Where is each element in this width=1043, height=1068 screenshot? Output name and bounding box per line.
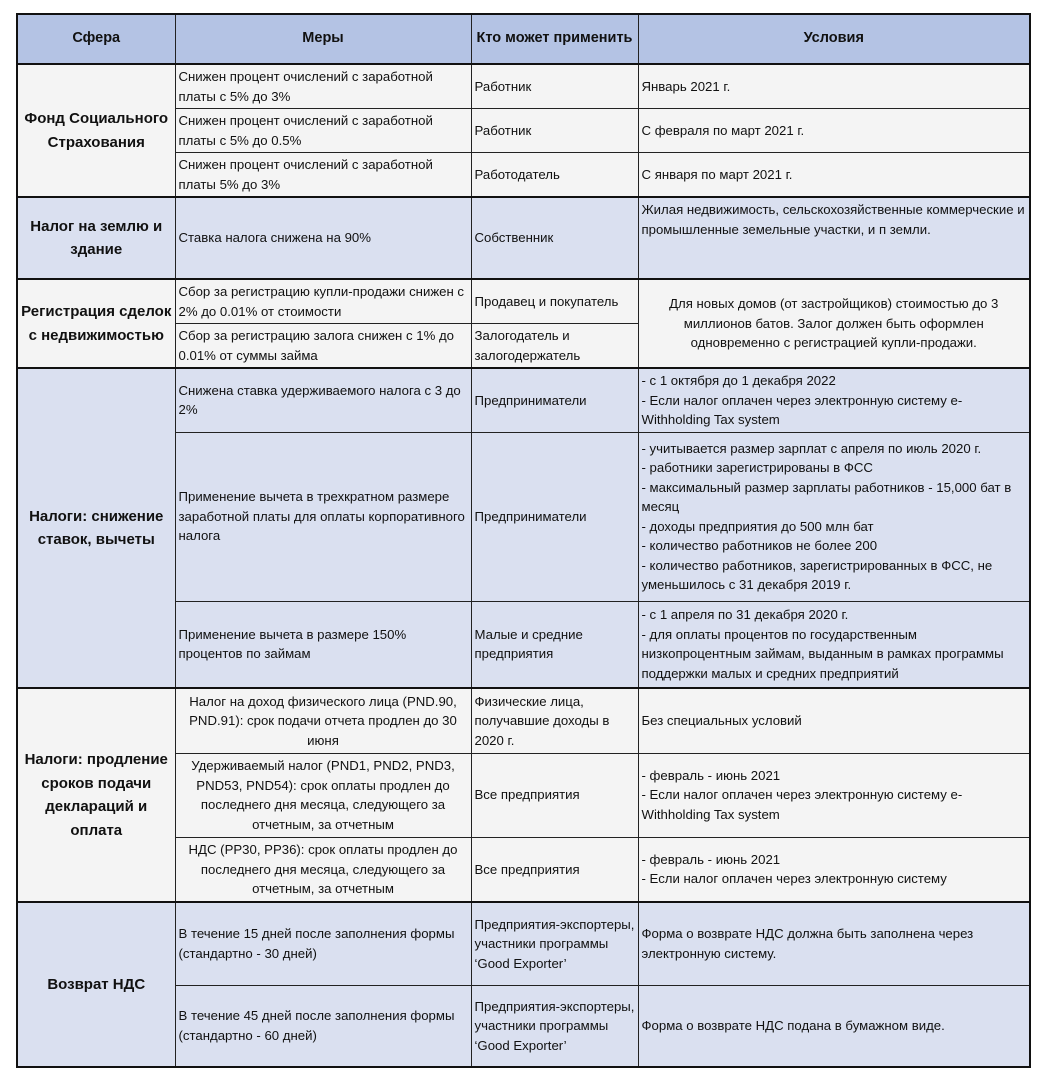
condition-line: Форма о возврате НДС подана в бумажном виде. bbox=[641, 1018, 945, 1033]
condition-line: С января по март 2021 г. bbox=[641, 166, 793, 182]
covid-measures-table bbox=[16, 13, 1031, 1068]
conditions-cell bbox=[638, 368, 1030, 432]
measure-cell: Снижена ставка удерживаемого налога с 3 до 2% bbox=[175, 368, 471, 432]
measure-cell: Снижен процент очислений с заработной платы с 5% до 0.5% bbox=[175, 109, 471, 153]
measure-cell: Применение вычета в размере 150% процентов по займам bbox=[175, 601, 471, 688]
conditions-cell bbox=[638, 197, 1030, 279]
who-cell: Работодатель bbox=[471, 153, 638, 198]
measure-cell: Удерживаемый налог (PND1, PND2, PND3, PND53, PND54): срок оплаты продлен до последнего дня месяца, следующего за отчетным, за отчетным bbox=[175, 753, 471, 837]
condition-line: - количество работников не более 200 bbox=[641, 538, 878, 553]
header-conditions: Условия bbox=[638, 14, 1030, 64]
sphere-fss: Фонд Социального Страхования bbox=[17, 64, 175, 197]
condition-line: - работники зарегистрированы в ФСС bbox=[641, 460, 873, 475]
measure-cell: Сбор за регистрацию купли-продажи снижен с 2% до 0.01% от стоимости bbox=[175, 279, 471, 324]
header-who: Кто может применить bbox=[471, 14, 638, 64]
measure-cell: Снижен процент очислений с заработной платы с 5% до 3% bbox=[175, 64, 471, 109]
measure-cell: В течение 15 дней после заполнения формы (стандартно - 30 дней) bbox=[175, 902, 471, 985]
condition-line: - учитывается размер зарплат с апреля по июль 2020 г. bbox=[641, 440, 982, 456]
measure-cell: Снижен процент очислений с заработной платы 5% до 3% bbox=[175, 153, 471, 198]
condition-line: Жилая недвижимость, сельскохозяйственные коммерческие и промышленные земельные участки, и п земли. bbox=[641, 202, 1025, 237]
measure-cell: НДС (PP30, PP36): срок оплаты продлен до последнего дня месяца, следующего за отчетным, за отчетным bbox=[175, 837, 471, 902]
condition-line: - для оплаты процентов по государственным низкопроцентным займам, выданным в рамках программы поддержки малых и средних предприятий bbox=[641, 626, 1004, 681]
who-cell: Продавец и покупатель bbox=[471, 279, 638, 324]
condition-line: - с 1 октября до 1 декабря 2022 bbox=[641, 373, 836, 388]
who-cell: Собственник bbox=[471, 197, 638, 279]
header-measures: Меры bbox=[175, 14, 471, 64]
conditions-cell bbox=[638, 837, 1030, 902]
condition-line: - количество работников, зарегистрированных в ФСС, не уменьшилось с 31 декабря 2019 г. bbox=[641, 557, 993, 592]
conditions-cell bbox=[638, 753, 1030, 837]
measure-cell: В течение 45 дней после заполнения формы (стандартно - 60 дней) bbox=[175, 985, 471, 1067]
conditions-cell bbox=[638, 902, 1030, 985]
condition-line: Январь 2021 г. bbox=[641, 78, 731, 94]
condition-line: - максимальный размер зарплаты работников - 15,000 бат в месяц bbox=[641, 479, 1012, 514]
condition-line: С февраля по март 2021 г. bbox=[641, 122, 805, 138]
conditions-cell bbox=[638, 601, 1030, 688]
sphere-deadlines: Налоги: продление сроков подачи деклараций и оплата bbox=[17, 688, 175, 902]
condition-line: - Если налог оплачен через электронную систему bbox=[641, 871, 947, 887]
sphere-realty: Регистрация сделок с недвижимостью bbox=[17, 279, 175, 368]
measure-cell: Применение вычета в трехкратном размере заработной платы для оплаты корпоративного налога bbox=[175, 432, 471, 601]
measure-cell: Налог на доход физического лица (PND.90, PND.91): срок подачи отчета продлен до 30 июня bbox=[175, 688, 471, 753]
sphere-tax-cuts: Налоги: снижение ставок, вычеты bbox=[17, 368, 175, 688]
header-sphere: Сфера bbox=[17, 14, 175, 64]
condition-line: Форма о возврате НДС должна быть заполнена через электронную систему. bbox=[641, 926, 974, 961]
conditions-cell bbox=[638, 688, 1030, 753]
who-cell: Предприниматели bbox=[471, 432, 638, 601]
condition-line: Для новых домов (от застройщиков) стоимостью до 3 миллионов батов. Залог должен быть оформлен одновременно с регистрацией купли-продажи. bbox=[669, 296, 999, 351]
condition-line: Без специальных условий bbox=[641, 713, 802, 728]
condition-line: - Если налог оплачен через электронную систему e-Withholding Tax system bbox=[641, 787, 963, 822]
conditions-cell bbox=[638, 985, 1030, 1067]
who-cell: Работник bbox=[471, 64, 638, 109]
condition-line: - февраль - июнь 2021 bbox=[641, 767, 781, 783]
who-cell: Работник bbox=[471, 109, 638, 153]
condition-line: - с 1 апреля по 31 декабря 2020 г. bbox=[641, 607, 849, 623]
who-cell: Все предприятия bbox=[471, 837, 638, 902]
condition-line: - доходы предприятия до 500 млн бат bbox=[641, 518, 874, 534]
condition-line: - Если налог оплачен через электронную систему e-Withholding Tax system bbox=[641, 392, 963, 427]
who-cell: Малые и средние предприятия bbox=[471, 601, 638, 688]
who-cell: Предприятия-экспортеры, участники программы ‘Good Exporter’ bbox=[471, 985, 638, 1067]
measure-cell: Сбор за регистрацию залога снижен с 1% до 0.01% от суммы займа bbox=[175, 324, 471, 369]
who-cell: Все предприятия bbox=[471, 753, 638, 837]
who-cell: Физические лица, получавшие доходы в 2020 г. bbox=[471, 688, 638, 753]
sphere-vat-refund: Возврат НДС bbox=[17, 902, 175, 1067]
who-cell: Предприятия-экспортеры, участники программы ‘Good Exporter’ bbox=[471, 902, 638, 985]
condition-line: - февраль - июнь 2021 bbox=[641, 851, 781, 867]
who-cell: Залогодатель и залогодержатель bbox=[471, 324, 638, 369]
conditions-cell bbox=[638, 279, 1030, 368]
conditions-cell bbox=[638, 109, 1030, 153]
measure-cell: Ставка налога снижена на 90% bbox=[175, 197, 471, 279]
sphere-land-tax: Налог на землю и здание bbox=[17, 197, 175, 279]
conditions-cell bbox=[638, 64, 1030, 109]
conditions-cell bbox=[638, 432, 1030, 601]
who-cell: Предприниматели bbox=[471, 368, 638, 432]
conditions-cell bbox=[638, 153, 1030, 198]
